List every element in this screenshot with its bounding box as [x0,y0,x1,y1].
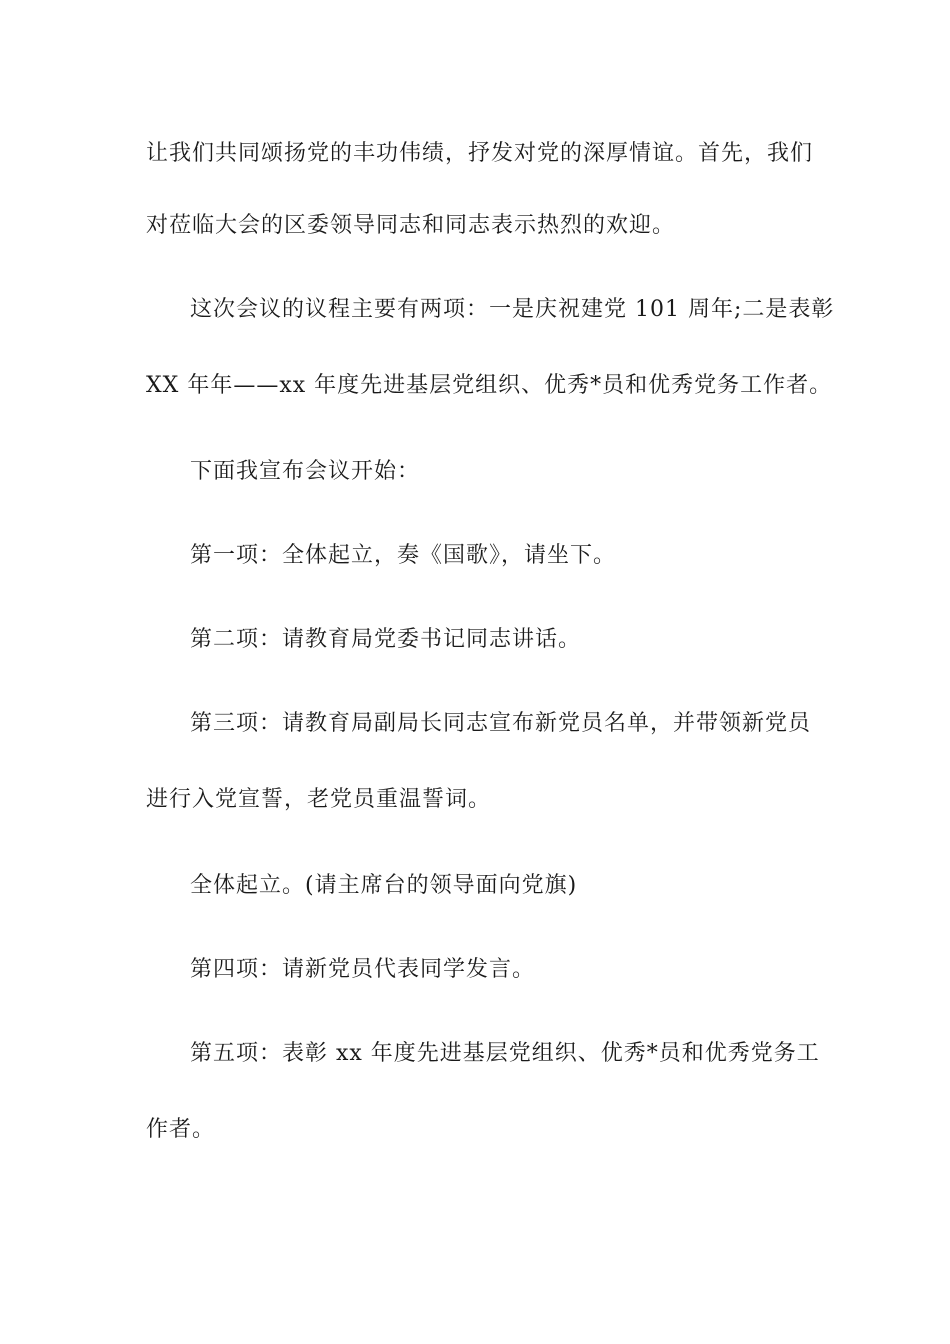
text-line: 第五项：表彰 xx 年度先进基层党组织、优秀*员和优秀党务工 [190,1041,820,1066]
text-line: 这次会议的议程主要有两项：一是庆祝建党 101 周年;二是表彰 [190,297,835,322]
text-line: 第三项：请教育局副局长同志宣布新党员名单，并带领新党员 [190,711,812,736]
text-line: XX 年年——xx 年度先进基层党组织、优秀*员和优秀党务工作者。 [146,373,833,398]
text-line: 进行入党宣誓，老党员重温誓词。 [146,787,492,812]
text-line: 让我们共同颂扬党的丰功伟绩，抒发对党的深厚情谊。首先，我们 [146,141,814,166]
text-line: 第二项：请教育局党委书记同志讲话。 [190,627,582,652]
text-line: 下面我宣布会议开始： [190,459,421,484]
text-line: 对莅临大会的区委领导同志和同志表示热烈的欢迎。 [146,213,676,238]
text-line: 作者。 [146,1117,216,1142]
text-line: 全体起立。(请主席台的领导面向党旗) [190,873,578,898]
text-line: 第四项：请新党员代表同学发言。 [190,957,536,982]
text-line: 第一项：全体起立，奏《国歌》，请坐下。 [190,543,617,568]
